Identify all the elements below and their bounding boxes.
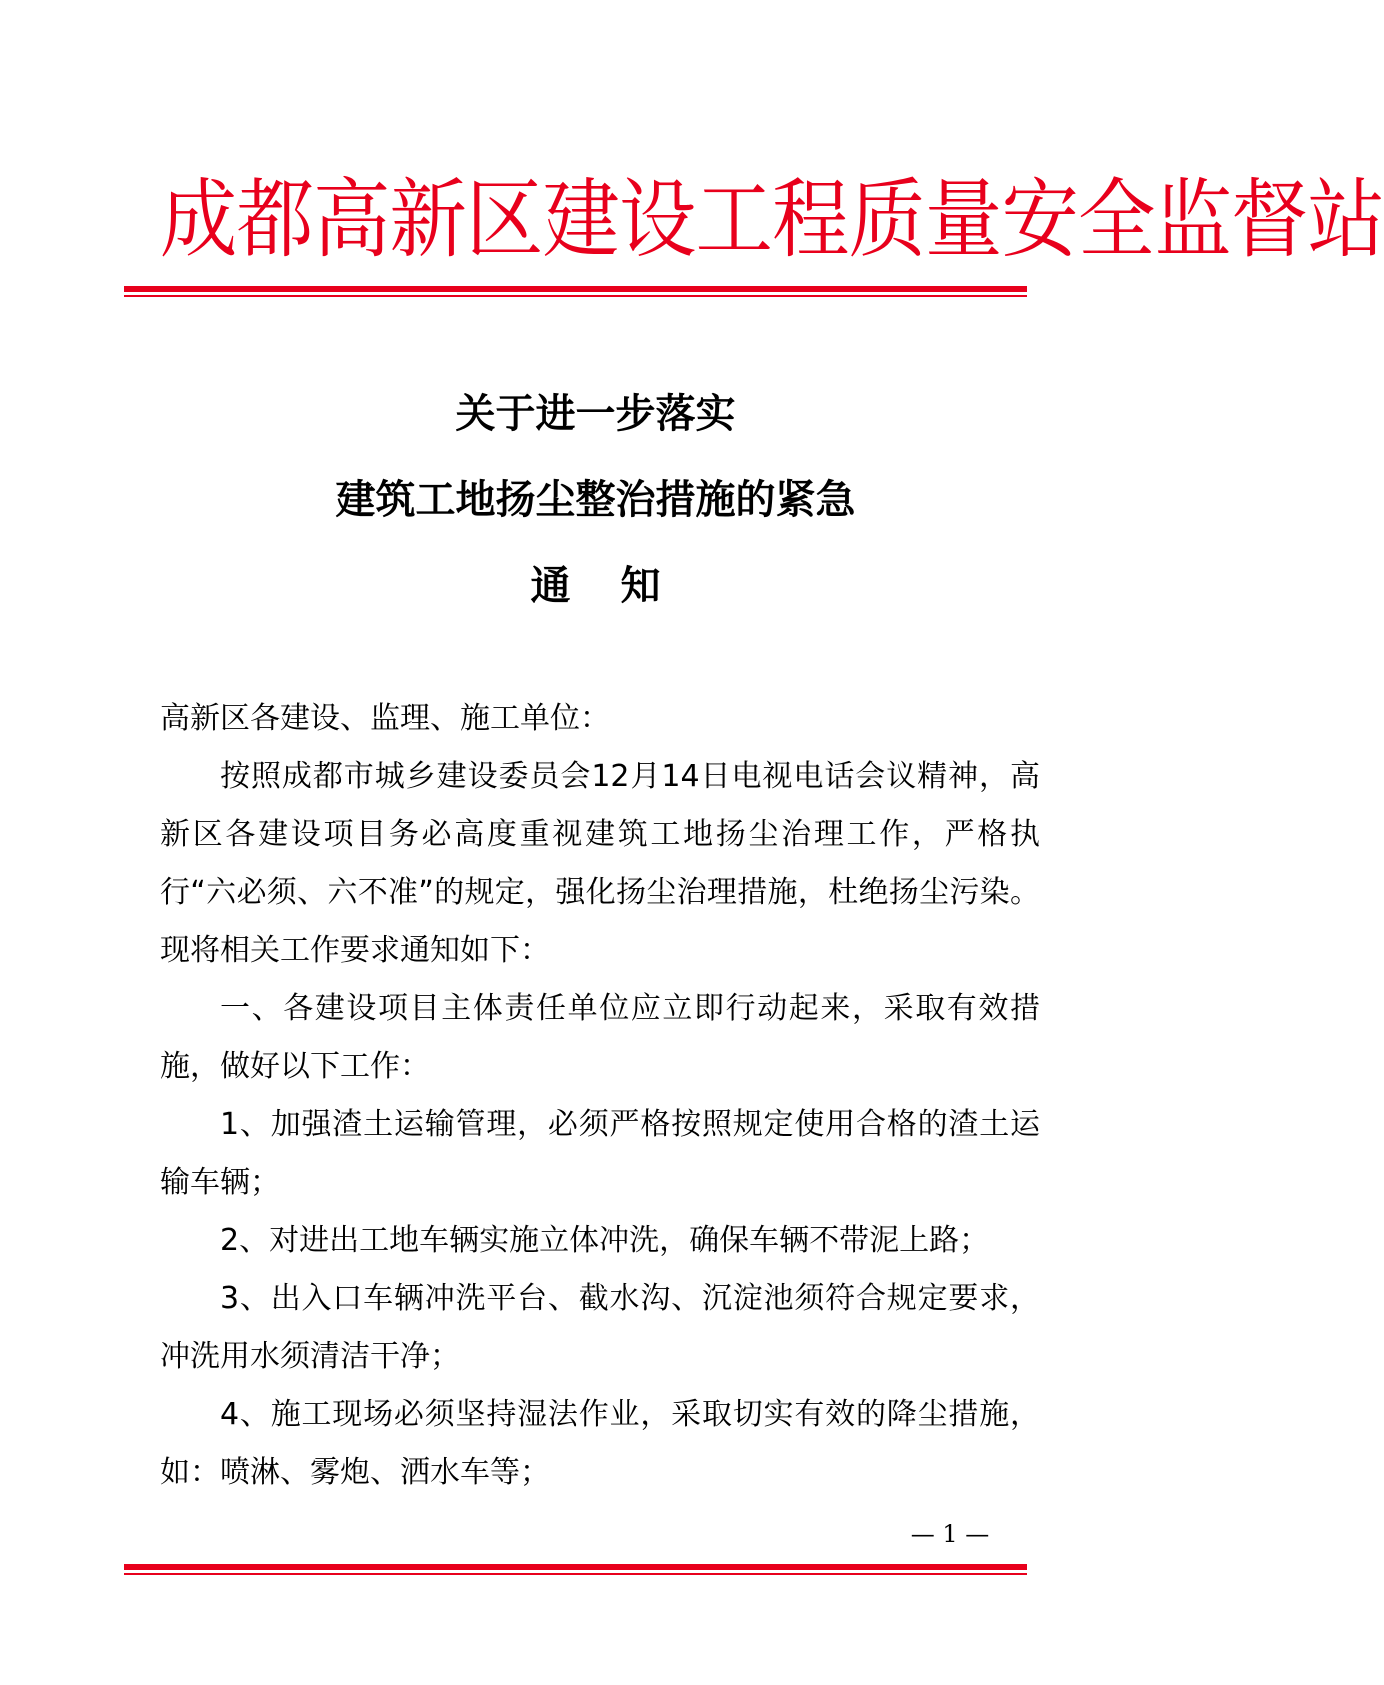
letterhead-org-name: 成都高新区建设工程质量安全监督站 [160, 170, 1384, 270]
intro-paragraph: 按照成都市城乡建设委员会12月14日电视电话会议精神，高新区各建设项目务必高度重视建筑工地扬尘治理工作，严格执行“六必须、六不准”的规定，强化扬尘治理措施，杜绝扬尘污染。现将相关工作要求通知如下： [160, 759, 1040, 968]
page-number: — 1 — [910, 1520, 990, 1548]
document-title-line-3: 通知 [530, 563, 711, 609]
rule-thick-line [124, 286, 1027, 292]
list-item: 2、对进出工地车辆实施立体冲洗，确保车辆不带泥上路； [220, 1223, 990, 1258]
letterhead-red-rule [124, 286, 1027, 297]
list-item: 1、加强渣土运输管理，必须严格按照规定使用合格的渣土运输车辆； [160, 1107, 1040, 1200]
rule-thick-line [124, 1564, 1027, 1570]
list-item: 3、出入口车辆冲洗平台、截水沟、沉淀池须符合规定要求，冲洗用水须清洁干净； [160, 1281, 1040, 1374]
document-body [160, 690, 1040, 1502]
rule-thin-line [124, 1573, 1027, 1575]
rule-thin-line [124, 295, 1027, 297]
list-item: 4、施工现场必须坚持湿法作业，采取切实有效的降尘措施，如：喷淋、雾炮、洒水车等； [160, 1397, 1040, 1490]
document-title-line-2: 建筑工地扬尘整治措施的紧急 [335, 477, 856, 523]
section-1-paragraph: 一、各建设项目主体责任单位应立即行动起来，采取有效措施，做好以下工作： [160, 991, 1040, 1084]
footer-red-rule [124, 1564, 1027, 1575]
salutation: 高新区各建设、监理、施工单位： [160, 701, 610, 736]
document-title-line-1: 关于进一步落实 [455, 391, 736, 437]
